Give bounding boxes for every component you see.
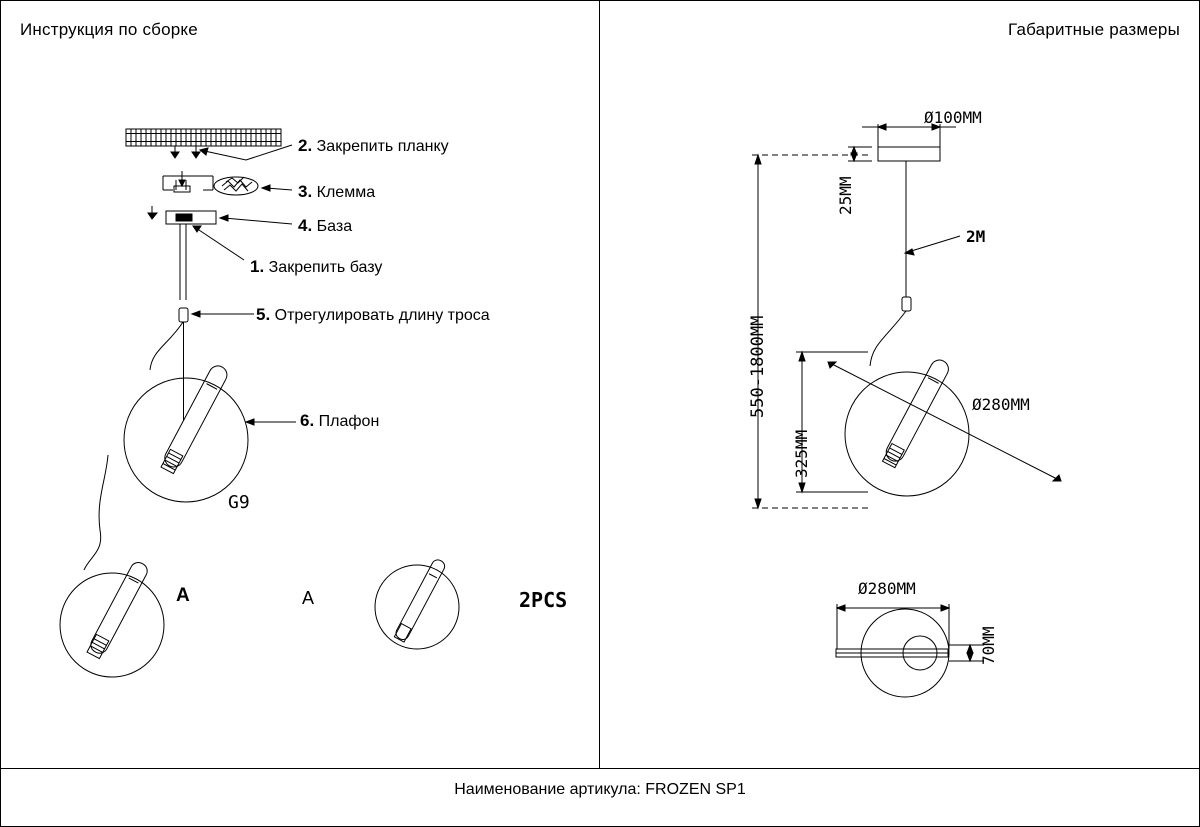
detail-mark-a-left: A bbox=[176, 585, 190, 606]
assembly-instructions-title: Инструкция по сборке bbox=[20, 20, 198, 39]
callout-step-2-num: 2. bbox=[298, 136, 313, 155]
callout-step-5 bbox=[256, 305, 490, 325]
canopy-diameter-label: Ø100MM bbox=[924, 108, 982, 127]
callout-step-4-label: База bbox=[316, 218, 353, 235]
cable-adjuster-graphic bbox=[179, 308, 188, 420]
plan-depth-label: 70MM bbox=[979, 626, 998, 665]
overall-height-label: 550-1800MM bbox=[748, 315, 768, 418]
overall-dimensions-title: Габаритные размеры bbox=[1008, 20, 1180, 39]
dimension-drawing bbox=[600, 0, 1200, 768]
callout-step-1-label: Закрепить базу bbox=[268, 259, 383, 276]
callout-step-6-num: 6. bbox=[300, 411, 315, 430]
callout-step-3 bbox=[298, 182, 375, 202]
shade-dimension-graphic bbox=[828, 357, 1061, 496]
terminal-block-graphic bbox=[163, 171, 258, 195]
canopy-dimension-graphic bbox=[848, 124, 956, 366]
cable-length-label: 2M bbox=[966, 227, 986, 246]
shade-graphic bbox=[124, 322, 248, 502]
detail-a-right-graphic bbox=[375, 558, 459, 649]
shade-diameter-label: Ø280MM bbox=[972, 395, 1030, 414]
callout-step-2 bbox=[298, 136, 449, 156]
socket-label-g9: G9 bbox=[228, 492, 250, 513]
detail-a-left-graphic bbox=[60, 455, 164, 677]
callout-step-4-num: 4. bbox=[298, 216, 313, 235]
base-graphic bbox=[148, 206, 216, 300]
plan-diameter-label: Ø280MM bbox=[858, 579, 916, 598]
callout-step-6-label: Плафон bbox=[318, 413, 380, 430]
detail-quantity-label: 2PCS bbox=[519, 588, 568, 612]
callout-step-3-num: 3. bbox=[298, 182, 313, 201]
callout-step-3-label: Клемма bbox=[316, 184, 376, 201]
callout-step-1-num: 1. bbox=[250, 257, 265, 276]
cable-length-leader bbox=[905, 236, 960, 255]
callout-step-4 bbox=[298, 216, 352, 236]
horizontal-divider bbox=[0, 768, 1200, 769]
callout-step-6 bbox=[300, 411, 379, 431]
callout-step-5-num: 5. bbox=[256, 305, 271, 324]
detail-mark-a-right: A bbox=[302, 588, 315, 608]
mounting-bar-graphic bbox=[126, 129, 281, 158]
assembly-drawing bbox=[0, 0, 600, 768]
article-name-footer: Наименование артикула: FROZEN SP1 bbox=[454, 781, 746, 798]
canopy-height-label: 25MM bbox=[836, 176, 855, 215]
callout-step-5-label: Отрегулировать длину троса bbox=[274, 307, 490, 324]
shade-drop-label: 325MM bbox=[792, 429, 811, 478]
callout-step-1 bbox=[250, 257, 382, 277]
plan-view-graphic bbox=[836, 604, 984, 697]
callout-step-2-label: Закрепить планку bbox=[316, 138, 449, 155]
